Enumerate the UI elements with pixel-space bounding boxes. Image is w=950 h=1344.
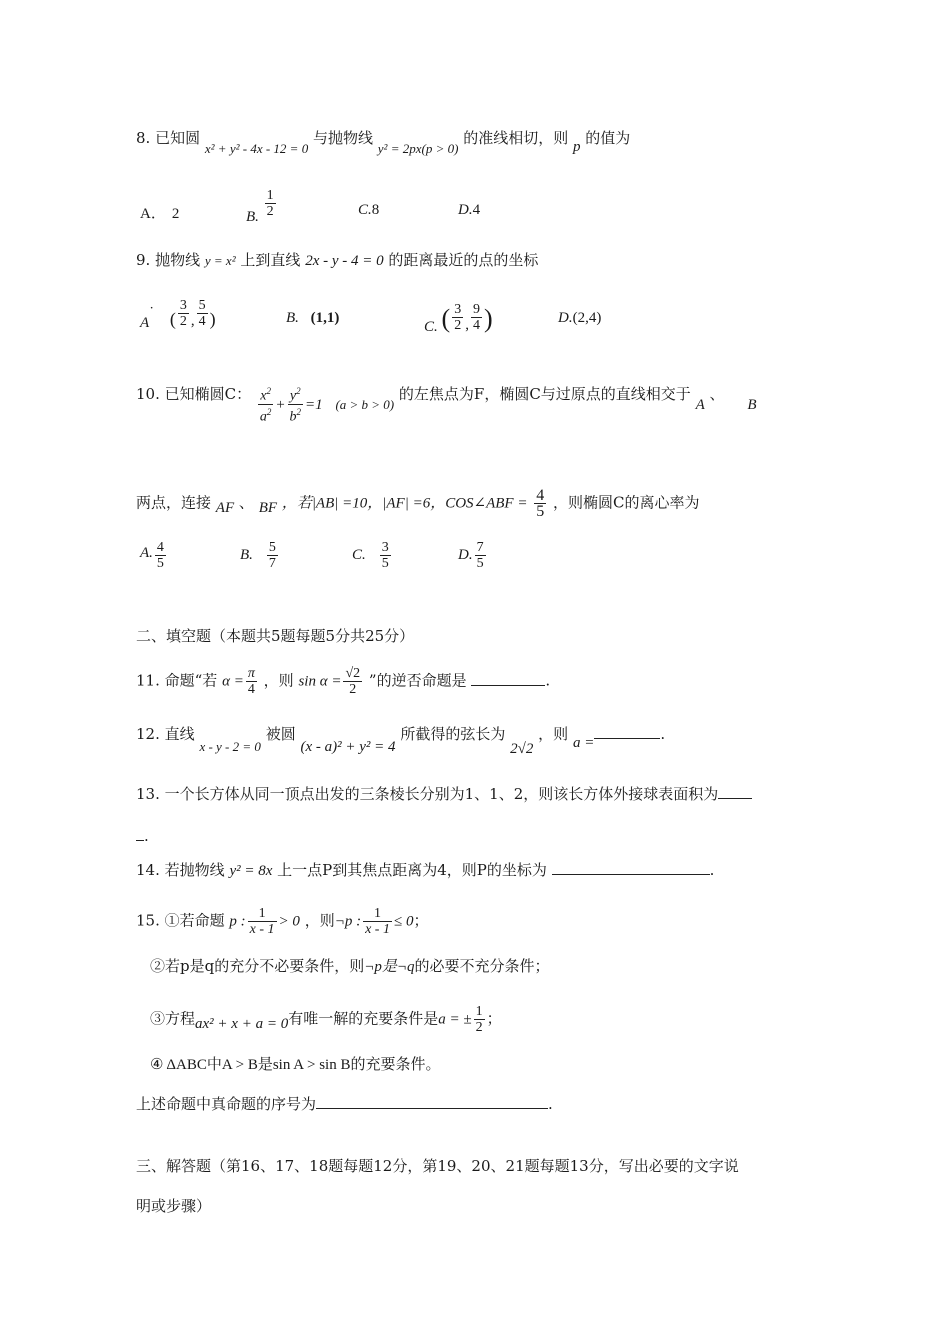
answer-blank[interactable] <box>471 671 545 686</box>
question-15: 15. ①若命题 p : $\frac{1}{x - 1}$ > 0 ，则¬p : $\frac{1}{x - 1}$ ≤ 0； <box>136 906 429 937</box>
question-text: 上到直线 <box>240 251 301 269</box>
statement-2 <box>150 956 549 977</box>
answer-blank[interactable] <box>316 1094 548 1109</box>
question-text: 的左焦点为F，椭圆C与过原点的直线相交于 <box>398 385 691 403</box>
question-10: 10. 已知椭圆C： $\frac{x^2}{a^2}$ + $\frac{y^2}{b^2}$ =1 (a > b > 0) 的左焦点为F，椭圆C与过原点的直线相交于 A 、 B <box>136 385 757 425</box>
segment-af: AF <box>215 499 235 516</box>
parabola-equation: y² = 2px(p > 0) <box>377 141 459 156</box>
answer-blank-cont[interactable] <box>136 826 144 841</box>
question-text: ”的逆否命题是 <box>368 671 467 690</box>
negation-p: ¬p : <box>334 913 362 930</box>
statement-text: ②若p是q的充分不必要条件，则 <box>150 957 365 975</box>
question-text: 所截得的弦长为 <box>400 725 506 743</box>
question-10-line-2 <box>136 488 700 519</box>
negation-expression: ¬p是¬q <box>364 959 415 975</box>
line-equation: 2x - y - 4 = 0 <box>305 253 384 269</box>
question-text: 13. 一个长方体从同一顶点出发的三条棱长分别为1、1、2，则该长方体外接球表面积为 <box>136 785 719 803</box>
question-text: ，则 <box>304 911 335 930</box>
question-text: 与抛物线 <box>312 129 373 147</box>
q10-option-a: A. $\frac{4}{5}$ <box>140 540 164 571</box>
separator: 、 <box>709 385 725 403</box>
question-number: 14. <box>136 861 160 879</box>
question-text: ，则 <box>538 725 569 743</box>
line-equation: x - y - 2 = 0 <box>199 739 261 754</box>
q8-option-c: C.8 <box>358 202 380 218</box>
statement-text: 的必要不充分条件； <box>414 957 550 975</box>
q9-option-a: A˙ ( $\frac{3}{2}$ , $\frac{5}{4}$ ) <box>140 298 216 331</box>
chord-length: 2√2 <box>510 741 534 757</box>
answer-blank[interactable] <box>718 784 752 799</box>
question-number: 10. <box>136 385 160 403</box>
question-text: 两点，连接 <box>136 493 212 512</box>
question-number: 15. ①若命题 <box>136 911 225 930</box>
q8-option-a: A． 2 <box>140 206 180 222</box>
q8-option-d: D.4 <box>458 202 481 218</box>
alpha-var: α = <box>222 673 244 690</box>
ellipse-x-term: $\frac{x^2}{a^2}$ <box>259 386 272 425</box>
section-3-heading: 三、解答题（第16、17、18题每题12分，第19、20、21题每题13分，写出必要的文字说 <box>136 1157 739 1175</box>
question-text: 的准线相切，则 <box>463 129 569 147</box>
question-number: 11. <box>136 671 160 690</box>
question-12: 12. 直线 x - y - 2 = 0 被圆 (x - a)² + y² = 4 所截得的弦长为 2√2 ，则 a = . <box>136 725 666 757</box>
q9-option-c: C. ( $\frac{3}{2}$ , $\frac{9}{4}$ ) <box>424 302 493 335</box>
segment-bf: BF <box>258 499 278 516</box>
sin-expression: sin α = <box>298 673 342 690</box>
q9-option-b: B. (1,1) <box>286 310 340 326</box>
parabola-equation: y² = 8x <box>229 863 273 879</box>
statement-3: ③方程ax² + x + a = 0有唯一解的充要条件是a = ± $\frac{1}{2}$ ； <box>150 1004 502 1035</box>
question-text: 的值为 <box>585 129 631 147</box>
section-2-heading: 二、填空题（本题共5题每题5分共25分） <box>136 627 415 645</box>
proposition-p: p : <box>229 913 246 930</box>
statement-text: 有唯一解的充要条件是 <box>288 1009 439 1028</box>
question-text: 抛物线 <box>155 251 201 269</box>
statement-4 <box>150 1054 440 1075</box>
question-text: 上一点P到其焦点距离为4，则P的坐标为 <box>277 861 547 879</box>
question-number: 8. <box>136 129 151 147</box>
question-number: 12. <box>136 725 160 743</box>
question-text: 已知圆 <box>155 129 201 147</box>
q9-option-d: D.(2,4) <box>558 310 602 326</box>
ellipse-condition: (a > b > 0) <box>335 397 395 412</box>
fraction: $\frac{1}{2}$ <box>266 188 274 219</box>
question-13-line-2: . <box>136 826 149 846</box>
point-b: B <box>747 397 757 413</box>
question-text: 命题“若 <box>164 671 218 690</box>
section-3-heading-line-2: 明或步骤） <box>136 1197 212 1215</box>
question-11: 11. 命题“若 α = $\frac{\pi}{4}$ ，则 sin α = $\frac{√2}{2}$ ”的逆否命题是 . <box>136 666 551 697</box>
question-text: 直线 <box>164 725 195 743</box>
question-text: ，则 <box>263 671 294 690</box>
answer-blank[interactable] <box>594 724 660 739</box>
question-13 <box>136 784 752 804</box>
separator: 、 <box>238 493 254 512</box>
statement-text: ④ ΔABC中A > B是sin A > sin B的充要条件。 <box>150 1057 441 1073</box>
question-9 <box>136 250 538 271</box>
variable-p: p <box>573 139 581 155</box>
question-text: ，则椭圆C的离心率为 <box>553 493 700 512</box>
question-text: 若抛物线 <box>164 861 225 879</box>
variable-a: a = <box>572 735 595 751</box>
ellipse-y-term: $\frac{y^2}{b^2}$ <box>289 386 302 425</box>
question-8 <box>136 128 631 156</box>
a-value: a = ± <box>438 1011 472 1028</box>
curve-equation: y = x² <box>204 253 236 268</box>
question-number: 9. <box>136 251 151 269</box>
q10-option-c: C. $\frac{3}{5}$ <box>352 540 389 571</box>
q10-option-b: B. $\frac{5}{7}$ <box>240 540 276 571</box>
question-15-conclusion: 上述命题中真命题的序号为 . <box>136 1095 553 1113</box>
question-text: 被圆 <box>265 725 296 743</box>
given-conditions: ，若|AB| =10，|AF| =6，COS∠ABF = <box>281 495 528 512</box>
circle-equation: x² + y² - 4x - 12 = 0 <box>204 141 309 156</box>
equation: ax² + x + a = 0 <box>195 1015 289 1032</box>
q8-option-b: B. $\frac{1}{2}$ <box>246 188 274 225</box>
point-a: A <box>695 397 705 413</box>
answer-blank[interactable] <box>552 860 710 875</box>
cos-fraction: $\frac{4}{5}$ <box>536 487 545 520</box>
statement-text: ③方程 <box>150 1009 196 1028</box>
question-text: 已知椭圆C： <box>164 385 252 403</box>
question-text: 的距离最近的点的坐标 <box>388 251 539 269</box>
question-14: 14. 若抛物线 y² = 8x 上一点P到其焦点距离为4，则P的坐标为 . <box>136 861 715 879</box>
circle-equation: (x - a)² + y² = 4 <box>300 739 396 755</box>
question-text: 上述命题中真命题的序号为 <box>136 1095 317 1113</box>
q10-option-d: D. $\frac{7}{5}$ <box>458 540 484 571</box>
